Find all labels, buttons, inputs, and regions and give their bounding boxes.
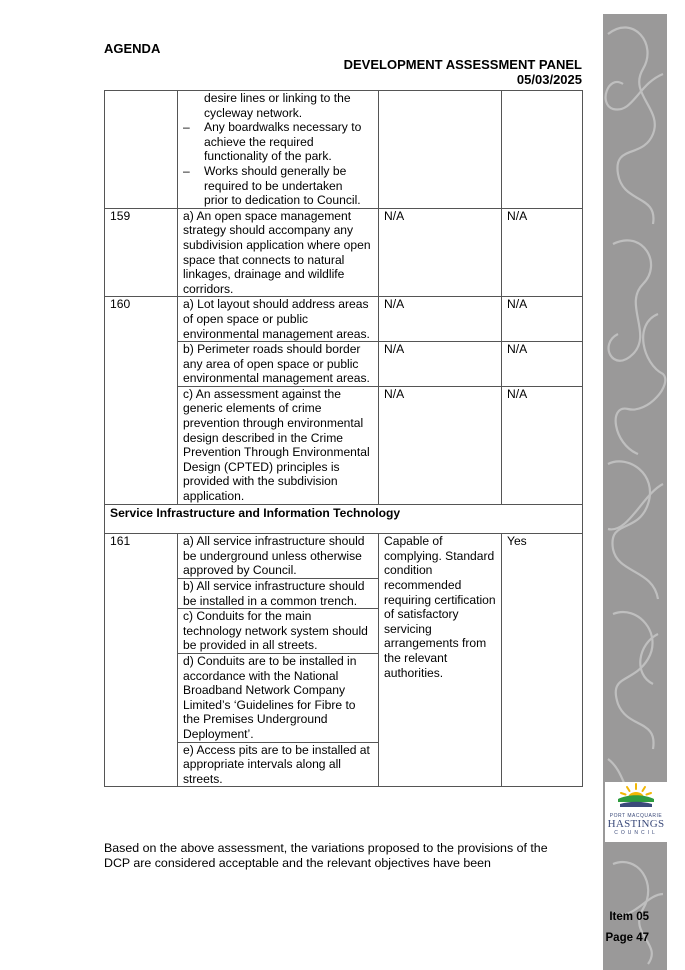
table-row bbox=[105, 208, 583, 297]
logo-line1: PORT MACQUARIE bbox=[609, 813, 663, 819]
logo-line2: HASTINGS bbox=[607, 818, 665, 830]
page-number: Page 47 bbox=[605, 932, 649, 944]
section-heading: Service Infrastructure and Information Technology bbox=[105, 504, 583, 534]
number-cell bbox=[105, 91, 178, 209]
requirement-cell bbox=[178, 534, 379, 787]
requirement-cell: c) An assessment against the generic elements of crime prevention through environmental design described in the Crime Prevention Through Environmental Design (CPTED) principles is provided with the subdivision application. bbox=[178, 386, 379, 504]
requirement-cell bbox=[178, 91, 379, 209]
bullet-line: prior to dedication to Council. bbox=[204, 193, 361, 208]
comment-cell: N/A bbox=[379, 297, 502, 342]
list-item bbox=[183, 164, 373, 208]
bullet-line: Works should generally be bbox=[204, 163, 347, 178]
comment-cell: N/A bbox=[379, 342, 502, 387]
table-row bbox=[105, 297, 583, 342]
bullet-line: Any boardwalks necessary to bbox=[204, 120, 362, 135]
requirement-cell: a) An open space management strategy should accompany any subdivision application where open space that connects to natural linkages, drainage and wildlife corridors. bbox=[178, 208, 379, 297]
list-item: a) All service infrastructure should be underground unless otherwise approved by Council. bbox=[178, 534, 378, 579]
compliance-cell: N/A bbox=[502, 297, 583, 342]
council-logo bbox=[605, 782, 667, 842]
continued-line: cycleway network. bbox=[204, 105, 303, 120]
list-item: d) Conduits are to be installed in accordance with the National Broadband Network Company Limited’s ‘Guidelines for Fibre to the Premises Underground Deployment’. bbox=[178, 654, 378, 743]
requirement-cell: a) Lot layout should address areas of open space or public environmental management areas. bbox=[178, 297, 379, 342]
bullet-line: achieve the required bbox=[204, 134, 314, 149]
comment-cell: N/A bbox=[379, 386, 502, 504]
requirement-list bbox=[178, 534, 378, 786]
comment-cell: N/A bbox=[379, 208, 502, 297]
list-item bbox=[183, 120, 373, 164]
comment-cell: Capable of complying. Standard condition recommended requiring certification of satisfactory servicing arrangements from the relevant authorities. bbox=[379, 534, 502, 787]
meeting-date: 05/03/2025 bbox=[516, 72, 582, 87]
requirement-cell: b) Perimeter roads should border any area of open space or public environmental management areas. bbox=[178, 342, 379, 387]
list-item: b) All service infrastructure should be installed in a common trench. bbox=[178, 579, 378, 609]
continued-line: desire lines or linking to the bbox=[204, 91, 351, 105]
sun-wave-logo-icon bbox=[616, 782, 656, 808]
body-paragraph: Based on the above assessment, the variations proposed to the provisions of the DCP are considered acceptable and the relevant objectives have been bbox=[104, 841, 548, 870]
compliance-cell: N/A bbox=[502, 342, 583, 387]
compliance-cell: Yes bbox=[502, 534, 583, 787]
panel-title: DEVELOPMENT ASSESSMENT PANEL bbox=[343, 57, 582, 72]
number-cell: 159 bbox=[105, 208, 178, 297]
item-number: Item 05 bbox=[609, 911, 649, 923]
list-item: c) Conduits for the main technology network system should be provided in all streets. bbox=[178, 609, 378, 654]
compliance-cell: N/A bbox=[502, 208, 583, 297]
panel-header bbox=[344, 57, 582, 87]
number-cell: 161 bbox=[105, 534, 178, 787]
section-row bbox=[105, 504, 583, 534]
assessment-table bbox=[104, 90, 583, 787]
number-cell: 160 bbox=[105, 297, 178, 504]
dash-bullet-icon: – bbox=[183, 163, 190, 178]
bullet-line: required to be undertaken bbox=[204, 178, 343, 193]
table-row bbox=[105, 534, 583, 787]
list-item: e) Access pits are to be installed at appropriate intervals along all streets. bbox=[183, 742, 370, 786]
dash-bullet-icon: – bbox=[183, 120, 190, 135]
logo-line3: COUNCIL bbox=[614, 830, 658, 836]
compliance-cell: N/A bbox=[502, 386, 583, 504]
table-row bbox=[105, 91, 583, 209]
agenda-label: AGENDA bbox=[104, 41, 161, 56]
bullet-line: functionality of the park. bbox=[204, 149, 332, 164]
compliance-cell bbox=[502, 91, 583, 209]
comment-cell bbox=[379, 91, 502, 209]
